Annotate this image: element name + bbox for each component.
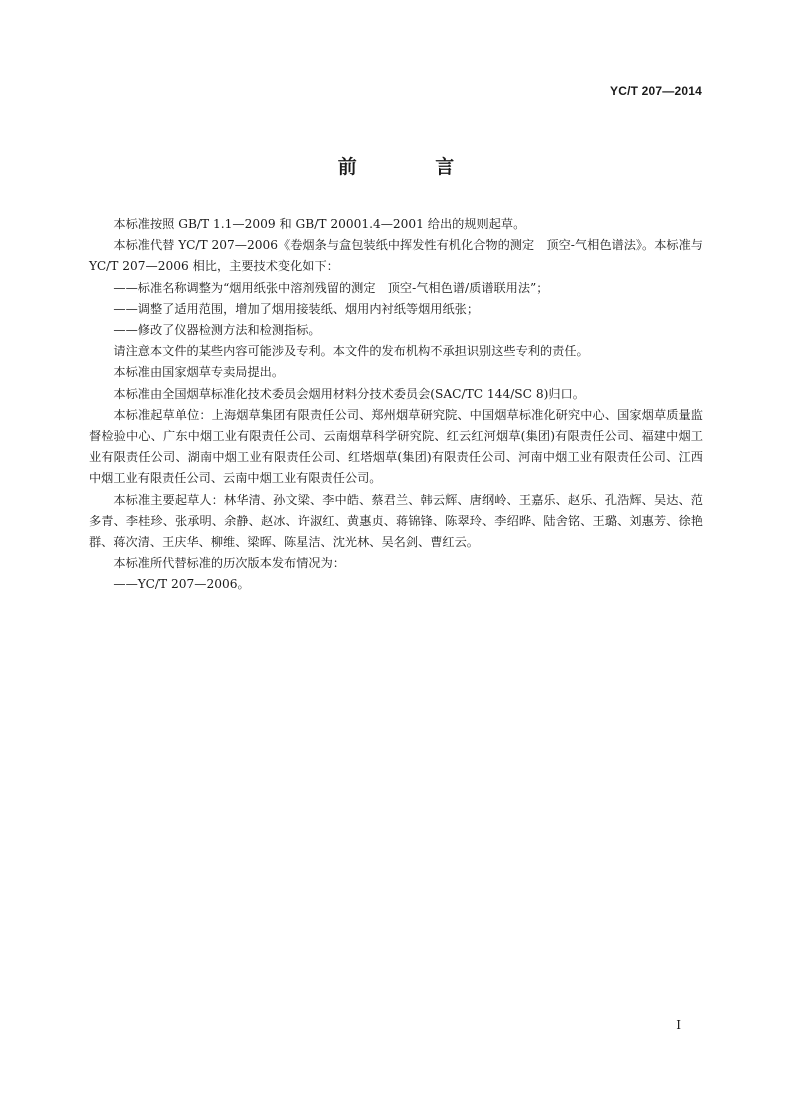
paragraph-history-item: ——YC/T 207—2006。: [113, 577, 250, 592]
page-number: I: [676, 1018, 681, 1032]
paragraph-change-3: ——修改了仪器检测方法和检测指标。: [113, 323, 321, 338]
paragraph-drafting-rules: 本标准按照 GB/T 1.1—2009 和 GB/T 20001.4—2001 给出的规则起草。: [113, 217, 526, 231]
paragraph-drafting-units: 本标准起草单位：上海烟草集团有限责任公司、郑州烟草研究院、中国烟草标准化研究中心、国家烟草质量监督检验中心、广东中烟工业有限责任公司、云南烟草科学研究院、红云红河烟草(集团)有限责任公司、福建中烟工业有限责任公司、湖南中烟工业有限责任公司、红塔烟草(集团)有限责任公司、河南中烟工业有限责任公司、江西中烟工业有限责任公司、云南中烟工业有限责任公司。: [89, 407, 703, 486]
paragraph-change-2: ——调整了适用范围，增加了烟用接装纸、烟用内衬纸等烟用纸张；: [113, 301, 480, 316]
standard-code: YC/T 207—2014: [610, 84, 702, 98]
paragraph-centralized-by: 本标准由全国烟草标准化技术委员会烟用材料分技术委员会(SAC/TC 144/SC 8)归口。: [113, 386, 585, 401]
paragraph-drafters: 本标准主要起草人：林华清、孙文梁、李中皓、蔡君兰、韩云辉、唐纲岭、王嘉乐、赵乐、孔浩辉、吴达、范多青、李桂珍、张承明、余静、赵冰、许淑红、黄惠贞、蒋锦锋、陈翠玲、李绍晔、陆舍铭、王璐、刘惠芳、徐艳群、蒋次清、王庆华、柳维、梁晖、陈星洁、沈光林、吴名剑、曹红云。: [89, 492, 703, 550]
paragraph-change-1: ——标准名称调整为“烟用纸张中溶剂残留的测定 顶空-气相色谱/质谱联用法”；: [113, 280, 549, 295]
foreword-body: [89, 214, 703, 596]
page-title: 前 言: [337, 156, 491, 178]
paragraph-proposed-by: 本标准由国家烟草专卖局提出。: [113, 365, 285, 380]
paragraph-replaces: 本标准代替 YC/T 207—2006《卷烟条与盒包装纸中挥发性有机化合物的测定 顶空-气相色谱法》。本标准与 YC/T 207—2006 相比，主要技术变化如下：: [89, 238, 703, 274]
paragraph-patent-notice: 请注意本文件的某些内容可能涉及专利。本文件的发布机构不承担识别这些专利的责任。: [113, 344, 589, 359]
paragraph-history-intro: 本标准所代替标准的历次版本发布情况为：: [113, 556, 345, 571]
